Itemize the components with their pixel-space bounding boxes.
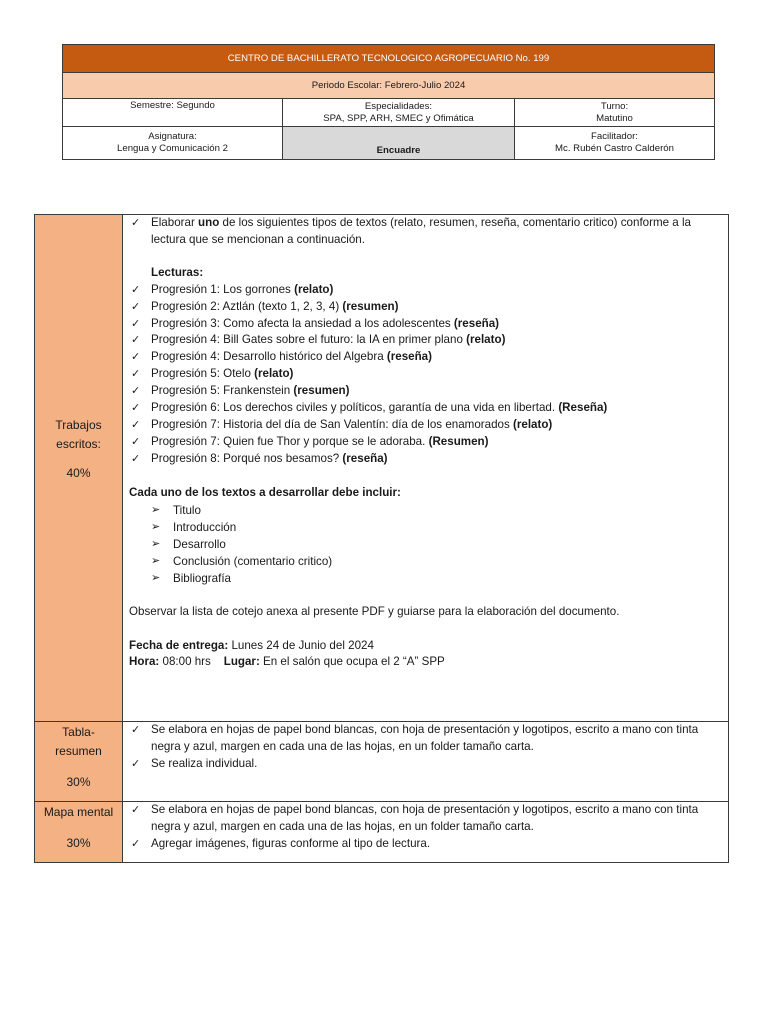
progresion-item: ✓ Progresión 7: Historia del día de San Valentín: día de los enamorados (relato): [129, 417, 722, 434]
turno-cell: [515, 99, 715, 127]
school-name: CENTRO DE BACHILLERATO TECNOLOGICO AGROPECUARIO No. 199: [63, 45, 715, 73]
fecha-entrega: Fecha de entrega: Lunes 24 de Junio del 2024: [129, 638, 374, 652]
mapa-mental-item: ✓ Se elabora en hojas de papel bond blancas, con hoja de presentación y logotipos, escrito a mano con tinta negra y azul, margen en cada una de las hojas, en un folder tamaño carta.: [129, 802, 722, 836]
tabla-resumen-percent: 30%: [66, 775, 91, 789]
mapa-mental-label: Mapa mental: [43, 805, 114, 819]
trabajos-label-1: Trabajos: [55, 417, 102, 432]
tabla-resumen-label-1: Tabla-: [62, 725, 95, 739]
encuadre-cell: Encuadre: [283, 127, 515, 160]
asignatura-cell: [63, 127, 283, 160]
progresion-item: ✓ Progresión 1: Los gorrones (relato): [129, 282, 722, 299]
especialidades-cell: [283, 99, 515, 127]
facilitador-label: Facilitador:: [591, 131, 638, 142]
header-table: [62, 44, 715, 160]
progresion-item: ✓ Progresión 6: Los derechos civiles y políticos, garantía de una vida en libertad. (Reseña): [129, 400, 722, 417]
progresion-item: ✓ Progresión 2: Aztlán (texto 1, 2, 3, 4) (resumen): [129, 299, 722, 316]
school-period: Periodo Escolar: Febrero-Julio 2024: [63, 73, 715, 99]
progresion-item: ✓ Progresión 7: Quien fue Thor y porque se le adoraba. (Resumen): [129, 434, 722, 451]
parte-item: ➢ Introducción: [129, 519, 722, 536]
especialidades-value: SPA, SPP, ARH, SMEC y Ofimática: [323, 112, 474, 124]
mapa-mental-label-cell: [35, 802, 123, 863]
progresion-item: ✓ Progresión 4: Desarrollo histórico del Algebra (reseña): [129, 349, 722, 366]
facilitador-value: Mc. Rubén Castro Calderón: [555, 143, 674, 154]
asignatura-value: Lengua y Comunicación 2: [117, 143, 228, 154]
tabla-resumen-label-2: resumen: [55, 744, 102, 758]
trabajos-percent: 40%: [66, 465, 91, 480]
parte-item: ➢ Desarrollo: [129, 536, 722, 553]
tabla-resumen-content: [123, 722, 729, 802]
progresion-item: ✓ Progresión 4: Bill Gates sobre el futuro: la IA en primer plano (relato): [129, 332, 722, 349]
trabajos-intro: ✓ Elaborar uno de los siguientes tipos de textos (relato, resumen, reseña, comentario critico) conforme a la lectura que se mencionan a continuación.: [129, 215, 722, 249]
tabla-resumen-item: ✓ Se elabora en hojas de papel bond blancas, con hoja de presentación y logotipos, escrito a mano con tinta negra y azul, margen en cada una de las hojas, en un folder tamaño carta.: [129, 722, 722, 756]
turno-label: Turno:: [600, 100, 629, 112]
tabla-resumen-label-cell: [35, 722, 123, 802]
lecturas-title: Lecturas:: [151, 265, 204, 279]
especialidades-label: Especialidades:: [364, 100, 433, 112]
mapa-mental-percent: 30%: [66, 836, 91, 850]
semestre-cell: Semestre: Segundo: [63, 99, 283, 127]
parte-item: ➢ Conclusión (comentario critico): [129, 553, 722, 570]
trabajos-label-2: escritos:: [56, 436, 101, 451]
partes-list: [129, 502, 722, 587]
evaluation-table: [34, 214, 729, 863]
turno-value: Matutino: [596, 112, 633, 124]
asignatura-label: Asignatura:: [148, 131, 197, 142]
trabajos-label-cell: [35, 215, 123, 722]
mapa-mental-item: ✓ Agregar imágenes, figuras conforme al tipo de lectura.: [129, 836, 722, 853]
parte-item: ➢ Bibliografía: [129, 570, 722, 587]
progresion-item: ✓ Progresión 5: Frankenstein (resumen): [129, 383, 722, 400]
progresion-item: ✓ Progresión 8: Porqué nos besamos? (reseña): [129, 451, 722, 468]
facilitador-cell: [515, 127, 715, 160]
incluir-title: Cada uno de los textos a desarrollar debe incluir:: [129, 485, 401, 499]
tabla-resumen-item: ✓ Se realiza individual.: [129, 756, 722, 773]
progresion-item: ✓ Progresión 5: Otelo (relato): [129, 366, 722, 383]
trabajos-content: [123, 215, 729, 722]
progresion-item: ✓ Progresión 3: Como afecta la ansiedad a los adolescentes (reseña): [129, 316, 722, 333]
observar-text: Observar la lista de cotejo anexa al presente PDF y guiarse para la elaboración del documento.: [129, 604, 620, 618]
mapa-mental-content: [123, 802, 729, 863]
progresiones-list: [129, 282, 722, 468]
parte-item: ➢ Titulo: [129, 502, 722, 519]
hora-lugar: Hora: 08:00 hrs Lugar: En el salón que ocupa el 2 “A” SPP: [129, 655, 445, 669]
